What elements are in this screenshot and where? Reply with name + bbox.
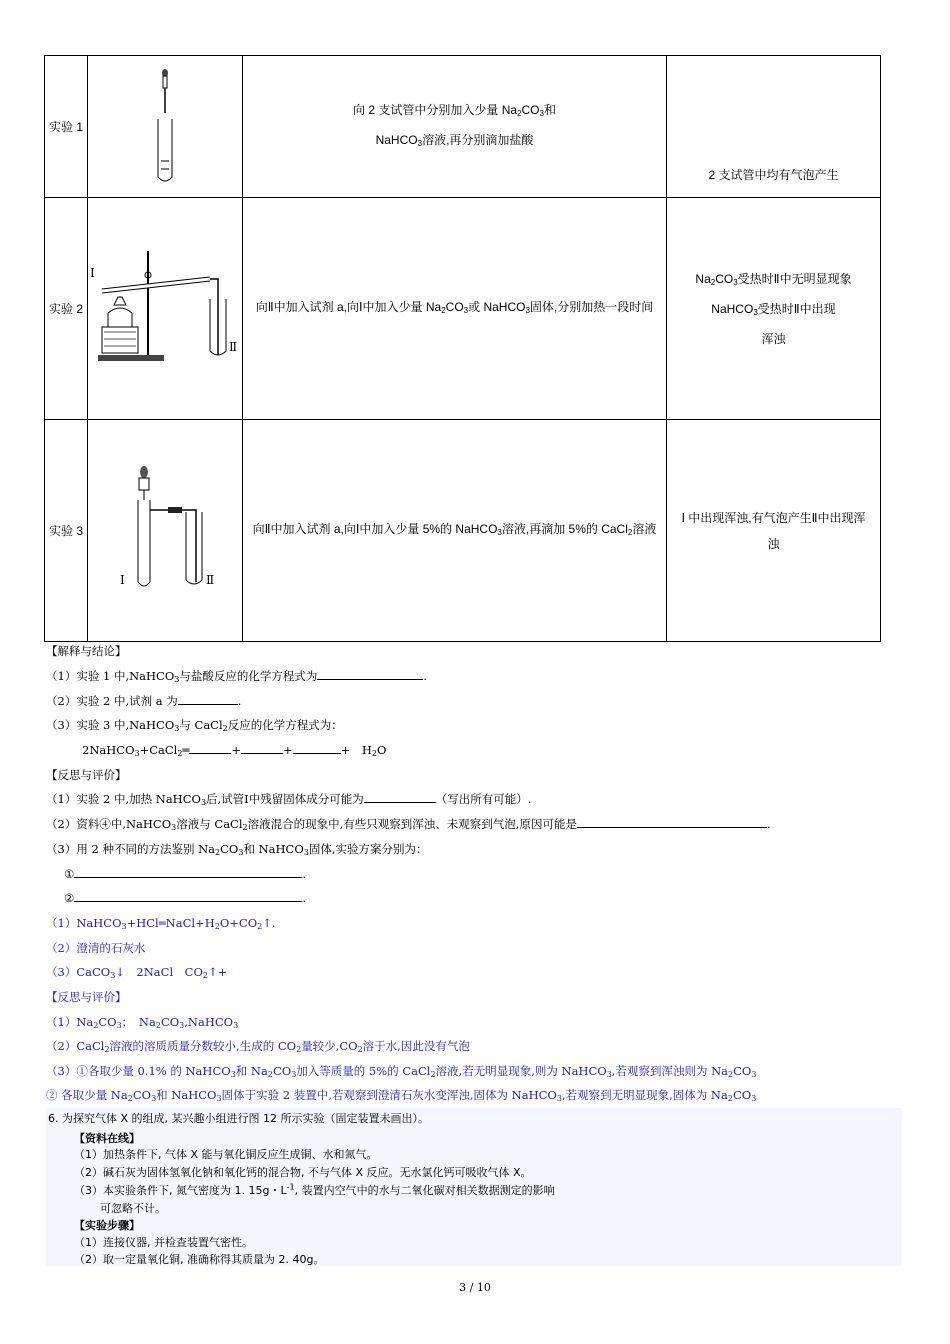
answer-line: （2）CaCl$_2$溶液的溶质质量分数较小,生成的 $CO_2$量较少$,CO_2$溶于水,因此没有气泡 [46,1039,470,1054]
section-title: 【反思与评价】 [46,990,127,1004]
apparatus-figure [88,56,243,198]
section-title: 【实验步骤】 [74,1219,140,1232]
apparatus-figure [88,420,243,642]
answer-line: ② 各取少量 $Na_2CO_3$和 NaHCO$_3$固体于实验 2 装置中,若观察到澄清石灰水变浑浊,固体为 NaHCO$_3$,若观察到无明显现象,固体为 $Na_2CO_3$ [46,1088,757,1103]
row-label: 实验 3 [45,420,88,642]
section-title: 【资料在线】 [74,1132,140,1145]
answer-line: （3）CaCO$_3$↓ 2NaCl $CO_2↑+$ [46,965,228,980]
figure-label: Ⅱ [229,340,238,354]
question-intro: 6. 为探究气体 X 的组成, 某兴趣小组进行图 12 所示实验（固定装置未画出）。 [48,1112,430,1125]
answer-blank: ① . [64,867,306,881]
test-tube-dropper-figure [145,65,185,185]
heating-apparatus-figure [90,247,240,367]
info-line: 可忽略不计。 [100,1202,166,1215]
question-line: （2）资料④中,NaHCO$_3$溶液与 CaCl$_2$溶液混合的现象中,有些只观察到浑浊、未观察到气泡,原因可能是 . [46,817,771,832]
row-label: 实验 2 [45,198,88,420]
apparatus-figure [88,198,243,420]
question-line: （1）实验 2 中,加热 NaHCO$_3$后,试管Ⅰ中残留固体成分可能为 （写出所有可能）. [46,792,532,807]
answer-line: $(1)NaHCO_3+HCl═NaCl+H_2O+CO_2↑$. [46,916,276,931]
table-row [45,56,881,198]
step-line: （1）连接仪器, 并检查装置气密性。 [74,1236,253,1249]
question-line: （2）实验 2 中,试剂 a 为 . [46,694,242,708]
result-cell: Ⅰ 中出现浑浊,有气泡产生Ⅱ中出现浑 浊 [667,420,881,642]
result-cell: 2 支试管中均有气泡产生 [667,56,881,198]
info-line: （2）碱石灰为固体氢氧化钠和氧化钙的混合物, 不与气体 X 反应。无水氯化钙可吸收气体 X。 [74,1166,532,1179]
answer-line: （3）①各取少量 0.1% 的 NaHCO$_3$和 $Na_2CO_3$加入等质量的 5%的 CaCl$_2$溶液,若无明显现象,则为 NaHCO$_3$,若观察到浑浊则为 $Na_2CO_3$ [46,1064,757,1079]
table-row [45,420,881,642]
info-line: （3）本实验条件下, 氮气密度为 1. 15g・$L^{-1}$, 装置内空气中的水与二氧化碳对相关数据测定的影响 [74,1182,555,1197]
method-cell: 向Ⅱ中加入试剂 a,向Ⅰ中加入少量 5%的 NaHCO$_3$溶液,再滴加 5%的 CaCl$_2$溶液 [243,420,667,642]
question-line: （1）实验 1 中,NaHCO$_3$与盐酸反应的化学方程式为 . [46,669,428,684]
method-cell: 向Ⅱ中加入试剂 a,向Ⅰ中加入少量 $Na_2CO_3$或 NaHCO$_3$固体,分别加热一段时间 [243,198,667,420]
section-title: 【解释与结论】 [46,644,127,658]
info-line: （1）加热条件下, 气体 X 能与氧化铜反应生成铜、水和氮气。 [74,1148,378,1161]
row-label: 实验 1 [45,56,88,198]
equation-line: 2NaHCO$_3$+CaCl$_2$═ + + + $H_2O$ [82,743,387,758]
answer-line: （2）澄清的石灰水 [46,941,146,955]
dropper-tubes-figure [110,464,220,594]
page-number: 3 / 10 [459,1281,491,1294]
question-line: （3）实验 3 中,NaHCO$_3$与 CaCl$_2$反应的化学方程式为： [46,718,343,733]
method-cell: 向 2 支试管中分别加入少量 $Na_2CO_3$和 NaHCO$_3$溶液,再分别滴加盐酸 [243,56,667,198]
result-cell: $Na_2CO_3$受热时Ⅱ中无明显现象 NaHCO$_3$受热时Ⅱ中出现 浑浊 [667,198,881,420]
figure-label: Ⅰ [120,573,125,587]
figure-label: Ⅱ [206,573,215,587]
section-title: 【反思与评价】 [46,768,127,782]
table-row [45,198,881,420]
experiment-table [44,55,881,642]
question-line: （3）用 2 种不同的方法鉴别 $Na_2CO_3$和 NaHCO$_3$固体,实验方案分别为： [46,842,428,857]
answer-blank: ② . [64,891,306,905]
step-line: （2）取一定量氧化铜, 准确称得其质量为 2. 40g。 [74,1253,325,1266]
figure-label: Ⅰ [90,266,95,280]
answer-line: $(1)Na_2CO_3$； $Na_2CO_3,NaHCO_3$ [46,1015,239,1030]
